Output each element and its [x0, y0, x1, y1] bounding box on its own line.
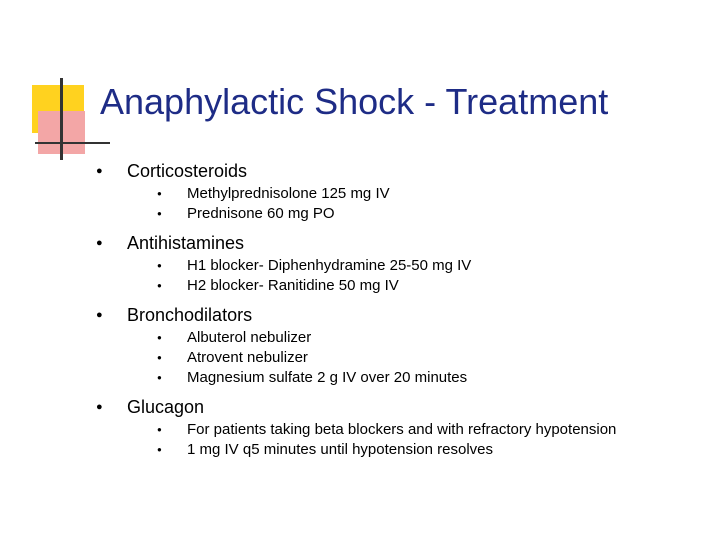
sub-item: [157, 276, 696, 296]
section-heading-text: Glucagon: [127, 397, 205, 417]
section-heading: [96, 230, 696, 256]
section-heading: [96, 394, 696, 420]
sub-list: [96, 256, 696, 296]
sub-item-text: Prednisone 60 mg PO: [187, 205, 335, 222]
sub-item-text: H2 blocker- Ranitidine 50 mg IV: [187, 277, 399, 294]
sub-bullet-icon: ●: [157, 373, 162, 382]
sub-item: [157, 328, 696, 348]
sub-bullet-icon: ●: [157, 189, 162, 198]
sub-item-text: 1 mg IV q5 minutes until hypotension resolves: [187, 441, 493, 458]
sub-item: [157, 368, 696, 388]
sub-bullet-icon: ●: [157, 445, 162, 454]
section-heading-text: Corticosteroids: [127, 161, 248, 181]
sub-bullet-icon: ●: [157, 333, 162, 342]
sub-item: [157, 256, 696, 276]
section-heading: [96, 302, 696, 328]
logo-vertical-line: [60, 78, 63, 160]
bullet-icon: ●: [96, 237, 103, 249]
sub-bullet-icon: ●: [157, 353, 162, 362]
sub-bullet-icon: ●: [157, 261, 162, 270]
sub-bullet-icon: ●: [157, 281, 162, 290]
sub-item-text: For patients taking beta blockers and with refractory hypotension: [187, 421, 617, 438]
sub-bullet-icon: ●: [157, 209, 162, 218]
sub-item: [157, 184, 696, 204]
bullet-list: [96, 158, 696, 466]
sub-item-text: Atrovent nebulizer: [187, 349, 308, 366]
section-heading: [96, 158, 696, 184]
sub-item-text: Methylprednisolone 125 mg IV: [187, 185, 390, 202]
sub-item-text: Magnesium sulfate 2 g IV over 20 minutes: [187, 369, 468, 386]
sub-item: [157, 440, 696, 460]
slide-title: Anaphylactic Shock - Treatment: [100, 81, 609, 122]
sub-list: [96, 420, 696, 460]
sub-item-text: H1 blocker- Diphenhydramine 25-50 mg IV: [187, 257, 472, 274]
sub-item: [157, 420, 696, 440]
bullet-icon: ●: [96, 165, 103, 177]
slide-logo-decoration: [30, 78, 110, 168]
sub-bullet-icon: ●: [157, 425, 162, 434]
sub-item-text: Albuterol nebulizer: [187, 329, 312, 346]
logo-horizontal-line: [35, 142, 110, 144]
sub-list: [96, 184, 696, 224]
bullet-icon: ●: [96, 401, 103, 413]
sub-item: [157, 204, 696, 224]
sub-list: [96, 328, 696, 388]
section-heading-text: Antihistamines: [127, 233, 245, 253]
section-heading-text: Bronchodilators: [127, 305, 253, 325]
sub-item: [157, 348, 696, 368]
bullet-icon: ●: [96, 309, 103, 321]
